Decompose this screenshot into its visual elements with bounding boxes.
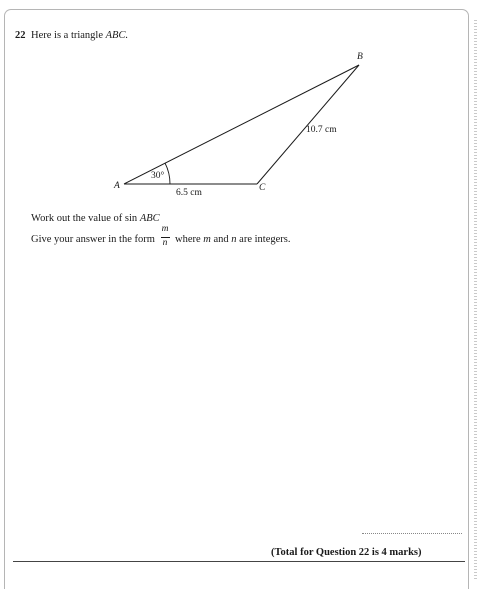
instruction-1-angle: ABC <box>139 213 160 224</box>
and-text: and <box>213 234 229 245</box>
question-number: 22 <box>15 30 26 41</box>
intro-text: Here is a triangle <box>31 30 104 41</box>
vertex-c-label: C <box>259 183 266 193</box>
var-m: m <box>203 234 211 245</box>
instruction-line-1 <box>31 213 160 224</box>
where-text: where <box>175 234 201 245</box>
triangle-name: ABC. <box>105 30 129 41</box>
instruction-line-2 <box>31 234 155 245</box>
end-text: are integers. <box>239 234 291 245</box>
side-bc-label: 10.7 cm <box>306 125 337 135</box>
angle-a-arc <box>165 163 170 184</box>
side-ac-label: 6.5 cm <box>176 188 202 198</box>
fraction-denominator: n <box>162 238 168 248</box>
answer-line[interactable] <box>362 533 462 534</box>
var-n: n <box>231 234 237 245</box>
vertex-b-label: B <box>357 52 363 62</box>
footer-rule <box>13 561 465 562</box>
instruction-1-text: Work out the value of sin <box>31 213 138 224</box>
vertex-a-label: A <box>114 181 120 191</box>
instruction-line-2-end <box>175 234 290 245</box>
fraction-numerator: m <box>161 224 169 234</box>
instruction-2-text: Give your answer in the form <box>31 234 155 245</box>
angle-a-label: 30° <box>151 171 165 181</box>
total-marks: (Total for Question 22 is 4 marks) <box>271 547 422 558</box>
